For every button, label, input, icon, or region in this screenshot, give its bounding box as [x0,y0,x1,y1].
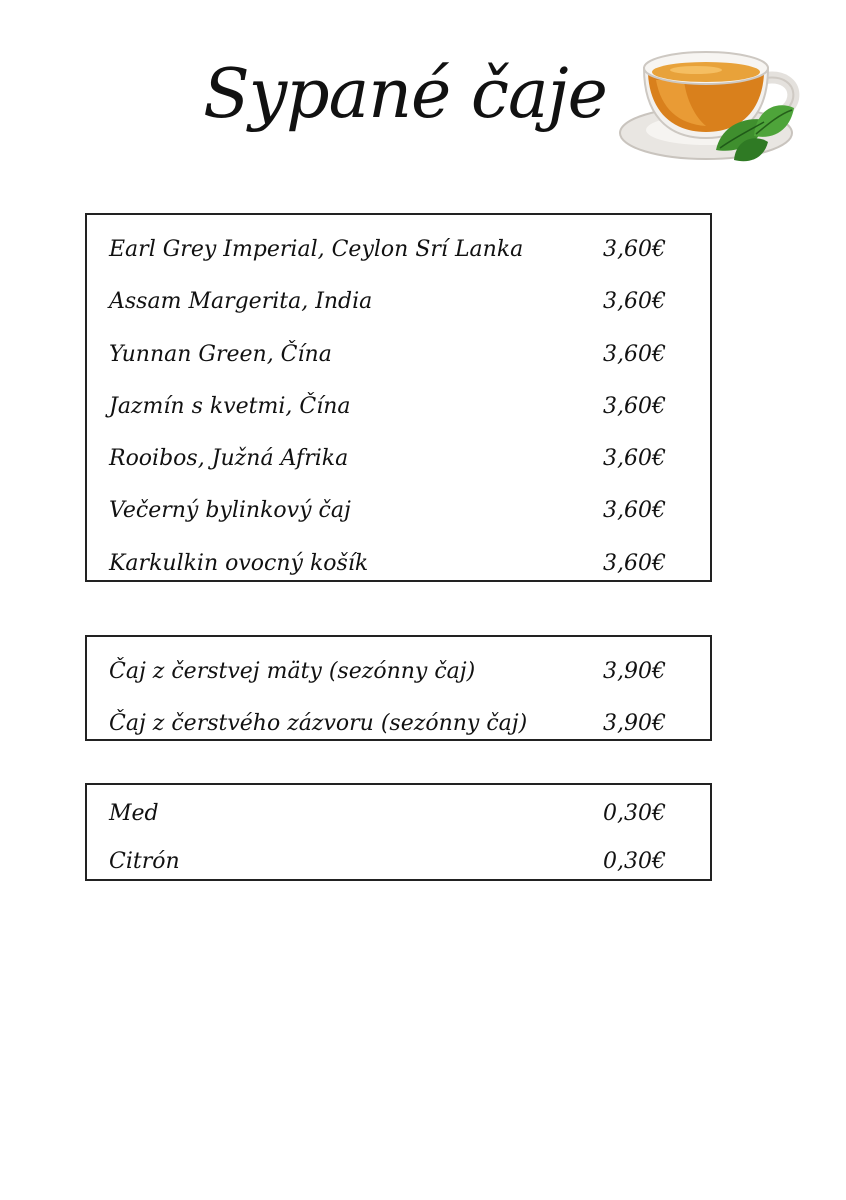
menu-section-seasonal [85,635,712,741]
menu-section-extras [85,783,712,881]
item-price: 3,60€ [603,498,666,524]
item-name: Karkulkin ovocný košík [109,550,369,576]
item-name: Večerný bylinkový čaj [109,498,351,524]
item-price: 0,30€ [603,801,666,826]
item-price: 3,60€ [603,341,666,367]
menu-section-teas [85,213,712,582]
item-name: Čaj z čerstvej mäty (sezónny čaj) [109,659,476,684]
menu-item [87,701,710,753]
item-name: Earl Grey Imperial, Ceylon Srí Lanka [109,237,524,262]
menu-item [87,384,710,436]
item-price: 3,90€ [603,711,666,737]
item-price: 3,60€ [603,446,666,472]
item-price: 3,60€ [603,393,666,419]
item-price: 0,30€ [603,849,666,874]
item-price: 3,90€ [603,659,666,684]
menu-item [87,332,710,384]
menu-item [87,227,710,279]
item-name: Assam Margerita, India [109,289,373,315]
item-price: 3,60€ [603,237,666,262]
page-title: Sypané čaje [203,55,607,134]
menu-item [87,839,710,887]
item-name: Med [109,801,159,826]
item-name: Rooibos, Južná Afrika [109,446,349,472]
item-price: 3,60€ [603,550,666,576]
item-price: 3,60€ [603,289,666,315]
menu-item [87,279,710,331]
menu-item [87,436,710,488]
menu-item [87,791,710,839]
item-name: Jazmín s kvetmi, Čína [109,393,351,419]
item-name: Citrón [109,849,180,874]
item-name: Yunnan Green, Čína [109,341,332,367]
menu-item [87,488,710,540]
menu-item [87,649,710,701]
item-name: Čaj z čerstvého zázvoru (sezónny čaj) [109,711,528,737]
tea-cup-illustration [616,38,806,166]
menu-item [87,541,710,593]
